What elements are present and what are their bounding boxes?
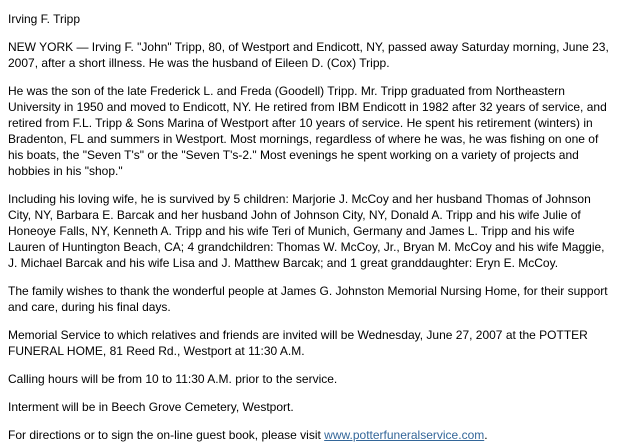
calling-hours-paragraph: Calling hours will be from 10 to 11:30 A.M. prior to the service.	[8, 372, 338, 386]
interment-paragraph: Interment will be in Beech Grove Cemetery, Westport.	[8, 400, 294, 414]
memorial-service-paragraph: Memorial Service to which relatives and friends are invited will be Wednesday, June 27, 2007 at the POTTER FUNERAL HOME, 81 Reed Rd., Westport at 11:30 A.M.	[8, 328, 588, 358]
biography-paragraph: He was the son of the late Frederick L. and Freda (Goodell) Tripp. Mr. Tripp graduated from Northeastern University in 1950 and moved to Endicott, NY. He retired from IBM Endicott in 1982 after 32 years of service, and retired from F.L. Tripp & Sons Marina of Westport after 10 years of service. He spent his retirement (winters) in Bradenton, FL and summers in Westport. Most mornings, regardless of where he was, he was fishing on one of his boats, the "Seven T's" or the "Seven T's-2." Most evenings he spent working on a variety of projects and hobbies in his "shop."	[8, 84, 607, 178]
guest-book-period: .	[484, 428, 488, 442]
thanks-paragraph: The family wishes to thank the wonderful people at James G. Johnston Memorial Nursing Home, for their support and care, during his final days.	[8, 284, 608, 314]
guest-book-text: For directions or to sign the on-line guest book, please visit	[8, 428, 325, 442]
funeral-home-link[interactable]: www.potterfuneralservice.com	[324, 428, 485, 442]
survivors-paragraph: Including his loving wife, he is survived by 5 children: Marjorie J. McCoy and her husband Thomas of Johnson City, NY, Barbara E. Barcak and her husband John of Johnson City, NY, Donald A. Tripp and his wife Julie of Honeoye Falls, NY, Kenneth A. Tripp and his wife Teri of Munich, Germany and James L. Tripp and his wife Lauren of Huntington Beach, CA; 4 grandchildren: Thomas W. McCoy, Jr., Bryan M. McCoy and his wife Maggie, J. Michael Barcak and his wife Lisa and J. Matthew Barcak; and 1 great granddaughter: Eryn E. McCoy.	[8, 192, 605, 270]
intro-paragraph: NEW YORK — Irving F. "John" Tripp, 80, of Westport and Endicott, NY, passed away Saturday morning, June 23, 2007, after a short illness. He was the husband of Eileen D. (Cox) Tripp.	[8, 40, 609, 70]
obituary-title: Irving F. Tripp	[8, 12, 81, 26]
